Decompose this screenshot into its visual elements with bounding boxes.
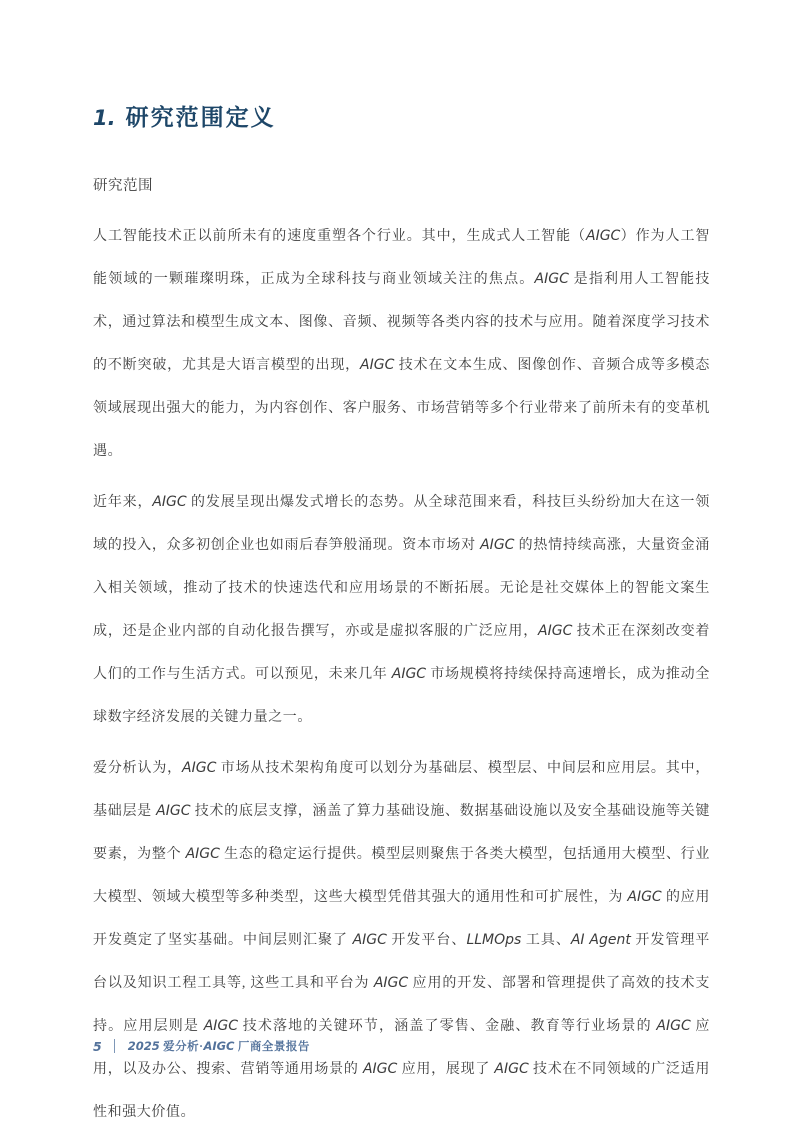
latin-term: 2025 [127,1039,160,1053]
latin-term: LLMOps [466,932,522,948]
latin-term: AIGC [534,271,569,287]
latin-term: AIGC [203,1018,239,1034]
paragraph-1: 人工智能技术正以前所未有的速度重塑各个行业。其中，生成式人工智能（AIGC）作为人工智能领域的一颗璀璨明珠，正成为全球科技与商业领域关注的焦点。AIGC 是指利用人工智能技术，通过算法和模型生成文本、图像、音频、视频等各类内容的技术与应用。随着深度学习技术的不断突破，尤其是大语言模型的出现，AIGC 技术在文本生成、图像创作、音频合成等多模态领域展现出强大的能力，为内容创作、客户服务、市场营销等多个行业带来了前所未有的变革机遇。 [93,228,710,459]
latin-term: AIGC [360,357,395,373]
latin-term: AIGC [373,975,409,991]
section-title: 研究范围定义 [125,105,276,130]
section-heading [93,0,710,135]
footer-report-title: 2025 爱分析·AIGC 厂商全景报告 [127,1039,310,1053]
latin-term: AIGC [182,760,217,776]
latin-term: AIGC [586,228,621,244]
section-number: 1. [93,106,116,130]
latin-term: AI Agent [570,932,631,948]
latin-term: AIGC [156,803,191,819]
page-number: 5 [93,1038,102,1054]
latin-term: AIGC [538,623,573,639]
paragraph-3: 爱分析认为，AIGC 市场从技术架构角度可以划分为基础层、模型层、中间层和应用层。其中，基础层是 AIGC 技术的底层支撑，涵盖了算力基础设施、数据基础设施以及安全基础设施等关键要素，为整个 AIGC 生态的稳定运行提供。模型层则聚焦于各类大模型，包括通用大模型、行业大模型、领域大模型等多种类型，这些大模型凭借其强大的通用性和可扩展性，为 AIGC 的应用开发奠定了坚实基础。中间层则汇聚了 AIGC 开发平台、LLMOps 工具、AI Agent 开发管理平台以及知识工程工具等, 这些工具和平台为 AIGC 应用的开发、部署和管理提供了高效的技术支持。应用层则是 AIGC 技术落地的关键环节，涵盖了零售、金融、教育等行业场景的 AIGC 应用，以及办公、搜索、营销等通用场景的 AIGC 应用，展现了 AIGC 技术在不同领域的广泛适用性和强大价值。 [93,760,710,1120]
paragraph-2: 近年来，AIGC 的发展呈现出爆发式增长的态势。从全球范围来看，科技巨头纷纷加大在这一领域的投入，众多初创企业也如雨后春笋般涌现。资本市场对 AIGC 的热情持续高涨，大量资金涌入相关领域，推动了技术的快速迭代和应用场景的不断拓展。无论是社交媒体上的智能文案生成，还是企业内部的自动化报告撰写，亦或是虚拟客服的广泛应用，AIGC 技术正在深刻改变着人们的工作与生活方式。可以预见，未来几年 AIGC 市场规模将持续保持高速增长，成为推动全球数字经济发展的关键力量之一。 [93,494,711,725]
latin-term: AIGC [185,846,220,862]
subheading-research-scope: 研究范围 [93,178,153,194]
latin-term: AIGC [203,1039,235,1053]
latin-term: AIGC [352,932,387,948]
latin-term: AIGC [362,1061,398,1077]
latin-term: AIGC [391,666,427,682]
footer-divider [114,1039,115,1053]
latin-term: AIGC [152,494,187,510]
latin-term: AIGC [494,1061,529,1077]
latin-term: AIGC [480,537,515,553]
latin-term: AIGC [627,889,662,905]
page-footer [93,1038,310,1054]
latin-term: AIGC [656,1018,691,1034]
